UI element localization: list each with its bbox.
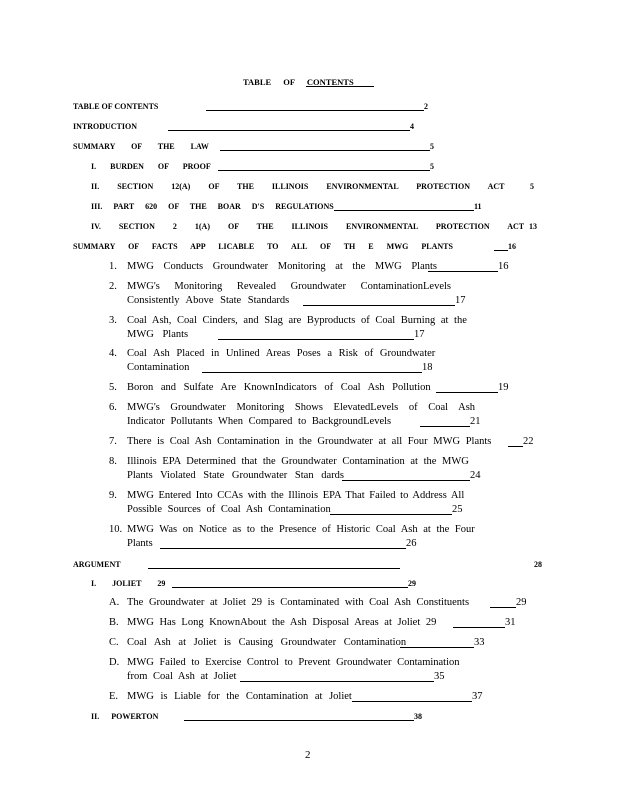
fact-text: There is Coal Ash Contamination in the Groundwater at all Four MWG Plants <box>127 436 492 447</box>
fact-text: MWG's Groundwater Monitoring Shows ElevatedLevels of Coal Ash <box>127 402 476 413</box>
page-ref: 25 <box>452 504 463 515</box>
page-ref: 21 <box>470 416 481 427</box>
fact-text: MWG's Monitoring Revealed Groundwater ContaminationLevels <box>127 281 451 292</box>
page-ref: 16 <box>508 242 516 251</box>
page-ref: 17 <box>414 329 425 340</box>
fact-number: 8. <box>109 456 117 467</box>
toc-entry-burden-of-proof: I. BURDEN OF PROOF <box>91 162 211 171</box>
fact-number: 5. <box>109 382 117 393</box>
page-title: TABLE OF CONTENTS <box>243 77 354 87</box>
fact-text-line2: Possible Sources of Coal Ash Contamination <box>127 504 331 515</box>
joliet-item-text: MWG Failed to Exercise Control to Prevent Groundwater Contamination <box>127 657 460 668</box>
toc-entry-argument: ARGUMENT <box>73 560 121 569</box>
toc-entry-table-of-contents: TABLE OF CONTENTS <box>73 102 159 111</box>
leader-line <box>436 384 498 393</box>
fact-text-line2: Consistently Above State Standards <box>127 295 290 306</box>
page-ref: 4 <box>410 122 414 131</box>
page-ref: 33 <box>474 637 485 648</box>
fact-number: 9. <box>109 490 117 501</box>
joliet-item-text-line2: from Coal Ash at Joliet <box>127 671 237 682</box>
joliet-item-letter: A. <box>109 597 120 608</box>
page-ref: 29 <box>516 597 527 608</box>
leader-line <box>184 712 414 721</box>
page-ref: 11 <box>474 202 482 211</box>
leader-line <box>218 162 430 171</box>
joliet-item-letter: E. <box>109 691 119 702</box>
fact-number: 1. <box>109 261 117 272</box>
page-ref: 22 <box>523 436 534 447</box>
page-ref: 5 <box>430 162 434 171</box>
page-ref: 24 <box>470 470 481 481</box>
page-ref: 31 <box>505 617 516 628</box>
page-ref: 13 <box>529 222 537 231</box>
leader-line <box>240 673 434 682</box>
fact-text-line2: MWG Plants <box>127 329 189 340</box>
fact-text-line2: Indicator Pollutants When Compared to BackgroundLevels <box>127 416 392 427</box>
leader-line <box>303 297 455 306</box>
fact-number: 2. <box>109 281 117 292</box>
page-ref: 17 <box>455 295 466 306</box>
page-ref: 5 <box>430 142 434 151</box>
fact-text: Boron and Sulfate Are KnownIndicators of Coal Ash Pollution <box>127 382 431 393</box>
page-ref: 28 <box>534 560 542 569</box>
page-ref: 2 <box>424 102 428 111</box>
leader-line <box>160 540 406 549</box>
leader-line <box>494 242 508 251</box>
fact-text: Illinois EPA Determined that the Groundwater Contamination at the MWG <box>127 456 469 467</box>
joliet-item-letter: C. <box>109 637 119 648</box>
toc-entry-section-21a: IV. SECTION 2 1(A) OF THE ILLINOIS ENVIRONMENTAL PROTECTION ACT <box>91 222 525 231</box>
title-underline <box>306 86 374 87</box>
page-ref: 19 <box>498 382 509 393</box>
fact-number: 7. <box>109 436 117 447</box>
leader-line <box>202 364 422 373</box>
leader-line <box>400 639 474 648</box>
page-ref: 18 <box>422 362 433 373</box>
leader-line <box>330 506 452 515</box>
fact-text: MWG Was on Notice as to the Presence of Historic Coal Ash at the Four <box>127 524 475 535</box>
joliet-item-text: The Groundwater at Joliet 29 is Contaminated with Coal Ash Constituents <box>127 597 470 608</box>
leader-line <box>334 202 474 211</box>
leader-line <box>168 122 410 131</box>
toc-entry-summary-of-law: SUMMARY OF THE LAW <box>73 142 209 151</box>
leader-line <box>508 438 523 447</box>
joliet-item-letter: B. <box>109 617 119 628</box>
joliet-item-text: MWG Has Long KnownAbout the Ash Disposal Areas at Joliet 29 <box>127 617 437 628</box>
joliet-item-letter: D. <box>109 657 120 668</box>
leader-line <box>420 418 470 427</box>
fact-number: 3. <box>109 315 117 326</box>
leader-line <box>206 102 424 111</box>
fact-text-line2: Contamination <box>127 362 190 373</box>
fact-text-line2: Plants Violated State Groundwater Stan dards <box>127 470 344 481</box>
joliet-item-text: MWG is Liable for the Contamination at Joliet <box>127 691 352 702</box>
fact-text: Coal Ash Placed in Unlined Areas Poses a Risk of Groundwater <box>127 348 436 359</box>
leader-line <box>342 472 470 481</box>
page-ref: 37 <box>472 691 483 702</box>
leader-line <box>428 263 498 272</box>
fact-number: 10. <box>109 524 123 535</box>
toc-entry-section-12a: II. SECTION 12(A) OF THE ILLINOIS ENVIRONMENTAL PROTECTION ACT <box>91 182 505 191</box>
page-ref: 5 <box>530 182 534 191</box>
leader-line <box>490 599 516 608</box>
page-ref: 29 <box>408 579 416 588</box>
toc-entry-powerton: II. POWERTON <box>91 712 159 721</box>
page-ref: 16 <box>498 261 509 272</box>
joliet-item-text: Coal Ash at Joliet is Causing Groundwater Contamination <box>127 637 407 648</box>
page-ref: 35 <box>434 671 445 682</box>
fact-text: MWG Entered Into CCAs with the Illinois EPA That Failed to Address All <box>127 490 465 501</box>
leader-line <box>220 142 430 151</box>
toc-entry-part-620: III. PART 620 OF THE BOAR D'S REGULATIONS <box>91 202 334 211</box>
page-ref: 38 <box>414 712 422 721</box>
leader-line <box>352 693 472 702</box>
leader-line <box>148 560 400 569</box>
toc-entry-summary-of-facts: SUMMARY OF FACTS APP LICABLE TO ALL OF TH E MWG PLANTS <box>73 242 453 251</box>
fact-text: MWG Conducts Groundwater Monitoring at the MWG Plants <box>127 261 438 272</box>
fact-text-line2: Plants <box>127 538 153 549</box>
toc-entry-introduction: INTRODUCTION <box>73 122 138 131</box>
fact-number: 6. <box>109 402 117 413</box>
toc-entry-joliet: I. JOLIET 29 <box>91 579 166 588</box>
leader-line <box>172 579 408 588</box>
fact-number: 4. <box>109 348 117 359</box>
page-ref: 26 <box>406 538 417 549</box>
fact-text: Coal Ash, Coal Cinders, and Slag are Byproducts of Coal Burning at the <box>127 315 467 326</box>
leader-line <box>218 331 414 340</box>
page-number: 2 <box>305 749 311 761</box>
leader-line <box>453 619 505 628</box>
